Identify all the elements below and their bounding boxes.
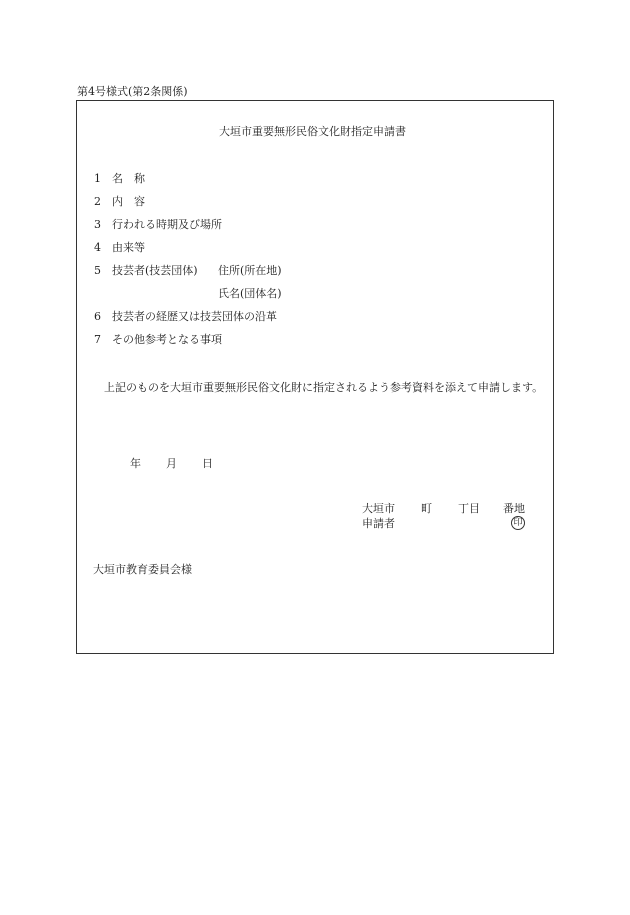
applicant-banchi: 番地	[503, 502, 525, 515]
applicant-label: 申請者	[362, 517, 395, 530]
date-month: 月	[166, 457, 177, 470]
item-6-label: 技芸者の経歴又は技芸団体の沿革	[112, 310, 277, 323]
recipient: 大垣市教育委員会様	[93, 563, 192, 576]
date-year: 年	[130, 457, 141, 470]
seal-mark: 印	[511, 516, 525, 530]
item-4-label: 由来等	[112, 241, 145, 254]
form-number: 第4号様式(第2条関係)	[77, 85, 188, 98]
item-1-label: 名 称	[112, 172, 145, 185]
form-title: 大垣市重要無形民俗文化財指定申請書	[219, 125, 406, 138]
item-5-name-label: 氏名(団体名)	[218, 287, 282, 300]
applicant-chome: 丁目	[458, 502, 480, 515]
item-5-address-label: 住所(所在地)	[218, 264, 282, 277]
applicant-town: 町	[421, 502, 432, 515]
applicant-city: 大垣市	[362, 502, 395, 515]
item-2-label: 内 容	[112, 195, 145, 208]
date-day: 日	[202, 457, 213, 470]
item-3-label: 行われる時期及び場所	[112, 218, 222, 231]
item-5-label: 技芸者(技芸団体)	[112, 264, 198, 277]
item-7-label: その他参考となる事項	[112, 333, 222, 346]
request-text: 上記のものを大垣市重要無形民俗文化財に指定されるよう参考資料を添えて申請します。	[104, 381, 544, 394]
